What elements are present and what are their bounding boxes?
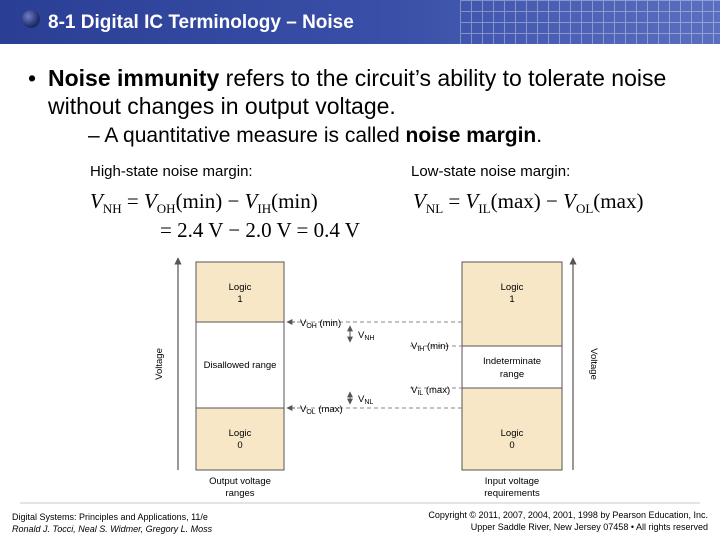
vih-label: $V_{IH}$ (min): [411, 341, 449, 353]
eq-v: V: [465, 189, 479, 213]
eq-v: V: [563, 189, 576, 213]
bullet-mark: •: [28, 65, 37, 91]
eq-sub: IH: [257, 201, 272, 217]
sub-bullet-prefix: – A quantitative measure is called: [88, 124, 406, 147]
eq-minus: −: [222, 189, 245, 213]
footer-right-line1: Copyright © 2011, 2007, 2004, 2001, 1998 by Pearson Education, Inc.: [428, 510, 708, 520]
eq-max: (max): [490, 189, 541, 213]
right-caption-line2: requirements: [484, 488, 540, 499]
vol-label: $V_{OL}$ (max): [300, 404, 343, 416]
voh-label: $V_{OH}$ (min): [300, 318, 342, 330]
right-indeterminate-line1: Indeterminate: [482, 356, 542, 367]
eq-min: (min): [271, 189, 318, 213]
left-logic0-value: 0: [237, 440, 243, 451]
left-caption-line1: Output voltage: [209, 476, 271, 487]
left-caption-line2: ranges: [225, 488, 255, 499]
high-state-equation-result: = 2.4 V − 2.0 V = 0.4 V: [160, 218, 360, 242]
eq-v: V: [413, 189, 426, 213]
right-logic0-label: Logic: [500, 428, 524, 439]
eq-min: (min): [175, 189, 223, 213]
left-logic0-box: [196, 408, 284, 470]
left-logic0-label: Logic: [228, 428, 252, 439]
eq-v: V: [143, 189, 157, 213]
left-logic1-value: 1: [237, 294, 243, 305]
right-logic0-value: 0: [509, 440, 515, 451]
eq-max: (max): [593, 189, 644, 213]
eq-sub: OL: [575, 201, 594, 217]
right-indeterminate-line2: range: [499, 369, 525, 380]
left-disallowed-label: Disallowed range: [203, 360, 277, 371]
right-logic1-value: 1: [509, 294, 515, 305]
left-axis-label: Voltage: [154, 348, 165, 380]
right-logic1-label: Logic: [500, 282, 524, 293]
eq-v: V: [90, 189, 103, 213]
footer-left-line2: Ronald J. Tocci, Neal S. Widmer, Gregory L. Moss: [12, 524, 213, 534]
high-state-label: High-state noise margin:: [90, 163, 253, 180]
eq-v: V: [244, 189, 258, 213]
eq-sub: NH: [102, 201, 122, 217]
vil-label: $V_{IL}$ (max): [411, 385, 451, 397]
right-indeterminate-box: [462, 346, 562, 388]
right-axis-label: Voltage: [588, 348, 599, 380]
sub-bullet-suffix: .: [536, 124, 543, 147]
footer-left-line1: Digital Systems: Principles and Applications, 11/e: [12, 512, 208, 522]
right-caption-line1: Input voltage: [484, 476, 540, 487]
eq-equals: =: [443, 189, 466, 213]
eq-sub: NL: [425, 201, 444, 217]
slide-title: 8-1 Digital IC Terminology – Noise: [48, 12, 354, 33]
sub-bullet-bold: noise margin: [405, 124, 537, 147]
footer-right-line2: Upper Saddle River, New Jersey 07458 • All rights reserved: [470, 522, 708, 532]
bullet-bold-term: Noise immunity: [48, 65, 220, 91]
eq-equals: =: [121, 189, 144, 213]
eq-sub: IL: [478, 201, 491, 217]
eq-sub: OH: [156, 201, 176, 217]
bullet-text: refers to the circuit’s ability to tolerate noise without changes in output voltage.: [48, 65, 667, 119]
eq-minus: −: [540, 189, 564, 213]
left-logic1-label: Logic: [228, 282, 252, 293]
vnh-label: $V_{NH}$: [358, 330, 375, 342]
vnl-label: $V_{NL}$: [358, 394, 374, 406]
low-state-label: Low-state noise margin:: [411, 163, 571, 180]
